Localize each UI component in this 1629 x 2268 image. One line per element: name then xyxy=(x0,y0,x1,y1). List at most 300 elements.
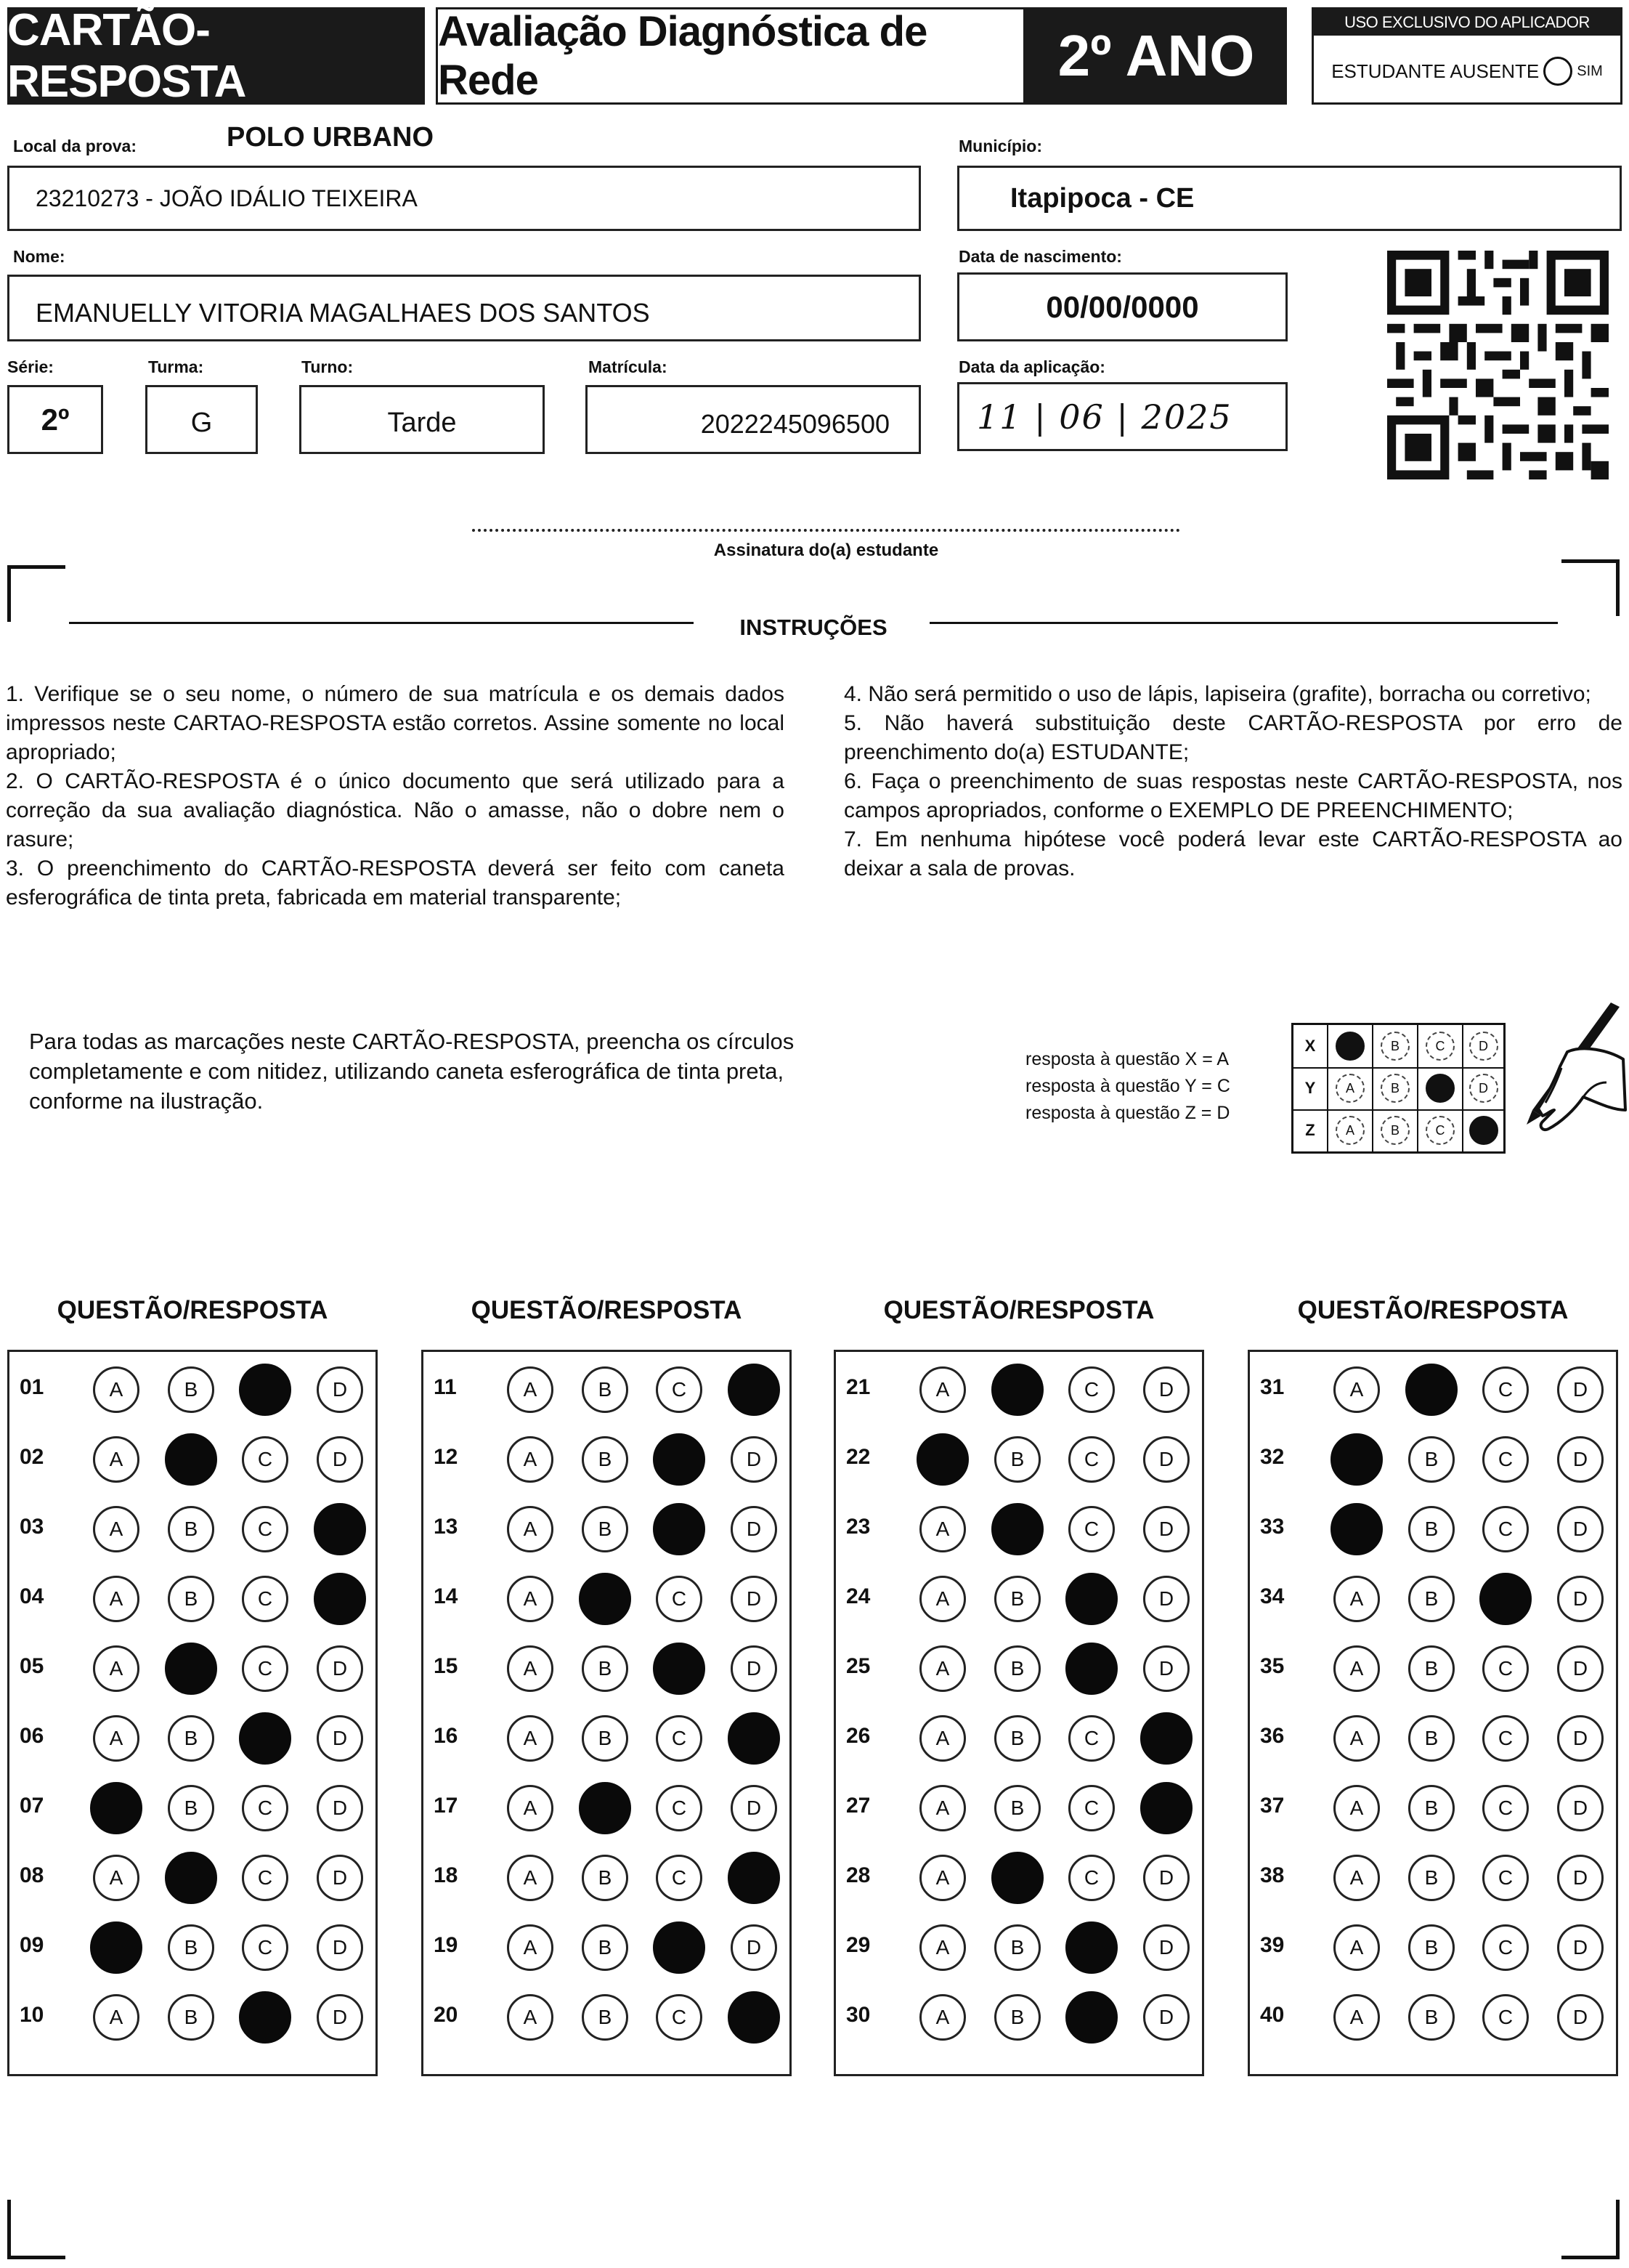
example-bubble-filled xyxy=(1426,1074,1455,1103)
answer-bubble-filled[interactable] xyxy=(165,1643,217,1695)
answer-bubble[interactable]: A xyxy=(1333,1645,1380,1692)
answer-bubble-filled[interactable] xyxy=(1065,1921,1118,1974)
answer-bubble[interactable]: C xyxy=(1482,1366,1529,1413)
answer-bubble[interactable]: B xyxy=(582,1366,628,1413)
answer-bubble[interactable]: D xyxy=(1557,1924,1604,1971)
answer-row xyxy=(836,1564,1202,1634)
answer-bubble[interactable]: D xyxy=(1557,1994,1604,2041)
answer-bubble[interactable]: C xyxy=(656,1785,702,1831)
answer-bubble[interactable]: B xyxy=(1408,1715,1455,1762)
answer-row xyxy=(9,1704,375,1773)
answer-bubble[interactable]: C xyxy=(1068,1436,1115,1483)
answer-bubble[interactable]: A xyxy=(507,1715,553,1762)
aplicacao-value: 11 | 06 | 2025 xyxy=(977,397,1232,437)
answer-row xyxy=(423,1494,789,1564)
answer-bubble[interactable]: D xyxy=(317,1645,363,1692)
applicator-box xyxy=(1312,7,1622,105)
answer-bubble[interactable]: B xyxy=(1408,1506,1455,1552)
example-row-label: Z xyxy=(1293,1109,1328,1153)
question-number: 33 xyxy=(1260,1515,1285,1539)
answer-bubble[interactable]: A xyxy=(93,1715,139,1762)
answer-bubble[interactable]: A xyxy=(919,1645,966,1692)
answer-bubble[interactable]: C xyxy=(656,1994,702,2041)
answer-bubble-filled[interactable] xyxy=(1331,1503,1383,1555)
example-bubble-filled xyxy=(1336,1032,1365,1061)
example-line: resposta à questão X = A xyxy=(1025,1049,1230,1069)
answer-bubble[interactable]: A xyxy=(919,1855,966,1901)
absent-bubble[interactable] xyxy=(1543,57,1572,86)
answer-bubble[interactable]: A xyxy=(919,1366,966,1413)
question-number: 40 xyxy=(1260,2003,1285,2027)
pen-hand-icon xyxy=(1482,1001,1627,1139)
answer-bubble-filled[interactable] xyxy=(1479,1573,1532,1625)
answer-bubble[interactable]: C xyxy=(1068,1715,1115,1762)
answer-bubble-filled[interactable] xyxy=(1065,1573,1118,1625)
answer-row xyxy=(423,1843,789,1913)
answer-column-title: QUESTÃO/RESPOSTA xyxy=(57,1296,328,1324)
answer-bubble[interactable]: C xyxy=(1068,1855,1115,1901)
exam-title: Avaliação Diagnóstica de Rede xyxy=(436,7,1025,105)
answer-bubble[interactable]: A xyxy=(919,1785,966,1831)
matricula-value: 2022245096500 xyxy=(700,408,890,439)
answer-bubble-filled[interactable] xyxy=(1065,1991,1118,2044)
answer-bubble-filled[interactable] xyxy=(1331,1433,1383,1486)
example-cell xyxy=(1418,1109,1463,1153)
answer-bubble[interactable]: D xyxy=(731,1785,777,1831)
answer-bubble-filled[interactable] xyxy=(90,1782,142,1834)
answer-bubble-filled[interactable] xyxy=(1405,1364,1458,1416)
answer-row xyxy=(836,1773,1202,1843)
answer-bubble[interactable]: A xyxy=(507,1506,553,1552)
instructions-title: INSTRUÇÕES xyxy=(739,615,887,640)
answer-row xyxy=(836,1843,1202,1913)
answer-bubble-filled[interactable] xyxy=(653,1503,705,1555)
answer-row xyxy=(1250,1564,1616,1634)
answer-bubble[interactable]: A xyxy=(507,1436,553,1483)
answer-bubble[interactable]: B xyxy=(168,1576,214,1622)
answer-bubble[interactable]: D xyxy=(1557,1366,1604,1413)
answer-bubble[interactable]: B xyxy=(168,1924,214,1971)
question-number: 10 xyxy=(20,2003,44,2027)
question-number: 01 xyxy=(20,1375,44,1399)
example-bubble: A xyxy=(1336,1116,1365,1145)
nome-field xyxy=(7,275,921,341)
answer-row xyxy=(836,1913,1202,1983)
answer-bubble[interactable]: C xyxy=(1068,1785,1115,1831)
answer-column-title: QUESTÃO/RESPOSTA xyxy=(883,1296,1155,1324)
answer-row xyxy=(423,1355,789,1425)
example-cell xyxy=(1373,1109,1418,1153)
answer-bubble-filled[interactable] xyxy=(1065,1643,1118,1695)
answer-bubble[interactable]: A xyxy=(507,1576,553,1622)
municipio-field xyxy=(957,166,1622,231)
answer-bubble-filled[interactable] xyxy=(165,1852,217,1904)
answer-bubble[interactable]: A xyxy=(93,1855,139,1901)
answer-bubble[interactable]: A xyxy=(1333,1855,1380,1901)
answer-bubble[interactable]: C xyxy=(1068,1366,1115,1413)
example-bubble: B xyxy=(1381,1074,1410,1103)
fill-note: Para todas as marcações neste CARTÃO-RESPOSTA, preencha os círculos completamente e com nitidez, utilizando caneta esferográfica de tinta preta, conforme na ilustração. xyxy=(29,1029,795,1114)
example-grid xyxy=(1291,1023,1506,1154)
answer-bubble[interactable]: A xyxy=(507,1785,553,1831)
answer-bubble-filled[interactable] xyxy=(991,1364,1044,1416)
serie-value: 2º xyxy=(41,402,70,437)
answer-bubble[interactable]: A xyxy=(93,1436,139,1483)
answer-bubble[interactable]: D xyxy=(731,1436,777,1483)
example-row xyxy=(1293,1067,1503,1111)
question-number: 13 xyxy=(434,1515,458,1539)
corner-top-left xyxy=(7,565,65,622)
answer-bubble[interactable]: B xyxy=(582,1994,628,2041)
answer-bubble[interactable]: D xyxy=(731,1924,777,1971)
example-legend xyxy=(1025,1046,1265,1127)
nascimento-field xyxy=(957,272,1288,341)
local-value: POLO URBANO xyxy=(227,122,434,153)
answer-bubble[interactable]: B xyxy=(168,1994,214,2041)
answer-bubble-filled[interactable] xyxy=(653,1433,705,1486)
answer-bubble-filled[interactable] xyxy=(728,1991,780,2044)
school-field xyxy=(7,166,921,231)
answer-bubble[interactable]: A xyxy=(919,1576,966,1622)
question-number: 34 xyxy=(1260,1584,1285,1608)
question-number: 25 xyxy=(846,1654,871,1678)
answer-bubble[interactable]: A xyxy=(919,1506,966,1552)
answer-bubble-filled[interactable] xyxy=(165,1433,217,1486)
answer-bubble-filled[interactable] xyxy=(1140,1712,1193,1765)
nascimento-label: Data de nascimento: xyxy=(959,247,1122,266)
turno-label: Turno: xyxy=(301,357,354,376)
answer-bubble[interactable]: D xyxy=(731,1645,777,1692)
answer-row xyxy=(423,1773,789,1843)
answer-bubble[interactable]: D xyxy=(1557,1576,1604,1622)
example-row-label: X xyxy=(1293,1025,1328,1069)
example-row-label: Y xyxy=(1293,1067,1328,1111)
answer-bubble[interactable]: C xyxy=(242,1785,288,1831)
qr-code xyxy=(1387,251,1609,479)
answer-row xyxy=(9,1843,375,1913)
answer-bubble[interactable]: D xyxy=(731,1576,777,1622)
answer-row xyxy=(836,1634,1202,1704)
answer-row xyxy=(836,1494,1202,1564)
answer-bubble[interactable]: A xyxy=(93,1576,139,1622)
answer-bubble[interactable]: C xyxy=(1482,1924,1529,1971)
answer-bubble[interactable]: C xyxy=(1482,1855,1529,1901)
question-number: 14 xyxy=(434,1584,458,1608)
answer-bubble[interactable]: D xyxy=(1557,1785,1604,1831)
absent-row xyxy=(1314,46,1620,97)
instruction-item: 6. Faça o preenchimento de suas respostas neste CARTÃO-RESPOSTA, nos campos apropriados, conforme o EXEMPLO DE PREENCHIMENTO; xyxy=(844,769,1622,822)
question-number: 07 xyxy=(20,1794,44,1818)
question-number: 06 xyxy=(20,1724,44,1748)
answer-bubble[interactable]: B xyxy=(168,1785,214,1831)
question-number: 18 xyxy=(434,1863,458,1887)
example-line: resposta à questão Y = C xyxy=(1025,1076,1230,1096)
answer-bubble-filled[interactable] xyxy=(728,1712,780,1765)
answer-bubble[interactable]: D xyxy=(1143,1855,1190,1901)
answer-bubble[interactable]: D xyxy=(1143,1506,1190,1552)
answer-bubble[interactable]: B xyxy=(168,1366,214,1413)
answer-bubble[interactable]: D xyxy=(317,1924,363,1971)
answer-bubble[interactable]: D xyxy=(1143,1645,1190,1692)
answer-row xyxy=(423,1704,789,1773)
answer-bubble[interactable]: D xyxy=(1143,1436,1190,1483)
question-number: 08 xyxy=(20,1863,44,1887)
instruction-item: 3. O preenchimento do CARTÃO-RESPOSTA deverá ser feito com caneta esferográfica de tinta preta, fabricada em material transparente; xyxy=(6,856,784,910)
answer-bubble[interactable]: D xyxy=(1557,1855,1604,1901)
answer-bubble[interactable]: C xyxy=(1482,1994,1529,2041)
answer-bubble[interactable]: B xyxy=(994,1436,1041,1483)
example-row xyxy=(1293,1109,1503,1153)
question-number: 02 xyxy=(20,1445,44,1469)
answer-bubble[interactable]: B xyxy=(582,1924,628,1971)
answer-bubble[interactable]: C xyxy=(242,1506,288,1552)
answer-bubble[interactable]: D xyxy=(1143,1576,1190,1622)
answer-bubble[interactable]: C xyxy=(242,1436,288,1483)
example-cell xyxy=(1328,1067,1373,1111)
answer-bubble[interactable]: B xyxy=(582,1506,628,1552)
answer-bubble[interactable]: B xyxy=(1408,1436,1455,1483)
question-number: 26 xyxy=(846,1724,871,1748)
absent-label: ESTUDANTE AUSENTE xyxy=(1331,60,1540,82)
answer-bubble[interactable]: A xyxy=(507,1645,553,1692)
answer-bubble[interactable]: D xyxy=(1557,1506,1604,1552)
answer-bubble[interactable]: C xyxy=(1482,1645,1529,1692)
answer-bubble[interactable]: A xyxy=(1333,1994,1380,2041)
corner-bottom-right xyxy=(1561,2200,1620,2259)
answer-row xyxy=(423,1425,789,1494)
answer-bubble[interactable]: B xyxy=(1408,1785,1455,1831)
answer-bubble[interactable]: B xyxy=(994,1994,1041,2041)
answer-bubble-filled[interactable] xyxy=(653,1921,705,1974)
example-cell xyxy=(1328,1025,1373,1069)
turma-label: Turma: xyxy=(148,357,204,376)
answer-row xyxy=(9,1913,375,1983)
question-number: 37 xyxy=(1260,1794,1285,1818)
example-line: resposta à questão Z = D xyxy=(1025,1103,1230,1123)
answer-bubble[interactable]: A xyxy=(1333,1366,1380,1413)
answer-bubble[interactable]: A xyxy=(93,1366,139,1413)
absent-yes-label: SIM xyxy=(1577,62,1603,79)
answer-bubble[interactable]: D xyxy=(317,1855,363,1901)
answer-bubble[interactable]: B xyxy=(1408,1645,1455,1692)
answer-bubble[interactable]: D xyxy=(1557,1436,1604,1483)
answer-bubble[interactable]: B xyxy=(1408,1576,1455,1622)
answer-bubble[interactable]: D xyxy=(1143,1924,1190,1971)
nome-label: Nome: xyxy=(13,247,65,266)
answer-bubble[interactable]: B xyxy=(1408,1994,1455,2041)
answer-bubble[interactable]: B xyxy=(994,1715,1041,1762)
answer-bubble[interactable]: D xyxy=(317,1994,363,2041)
instruction-item: 4. Não será permitido o uso de lápis, lapiseira (grafite), borracha ou corretivo; xyxy=(844,682,1591,706)
answer-row xyxy=(1250,1913,1616,1983)
instructions-right xyxy=(844,680,1622,883)
answer-bubble-filled[interactable] xyxy=(728,1852,780,1904)
turma-field xyxy=(145,385,258,454)
answer-row xyxy=(9,1983,375,2052)
answer-bubble[interactable]: B xyxy=(994,1645,1041,1692)
answer-bubble[interactable]: B xyxy=(1408,1855,1455,1901)
answer-bubble[interactable]: B xyxy=(994,1576,1041,1622)
answer-bubble[interactable]: B xyxy=(582,1436,628,1483)
answer-bubble[interactable]: A xyxy=(1333,1785,1380,1831)
answer-bubble[interactable]: B xyxy=(1408,1924,1455,1971)
question-number: 05 xyxy=(20,1654,44,1678)
answer-bubble[interactable]: A xyxy=(507,1855,553,1901)
answer-bubble[interactable]: C xyxy=(242,1645,288,1692)
answer-bubble-filled[interactable] xyxy=(728,1364,780,1416)
answer-bubble-filled[interactable] xyxy=(1140,1782,1193,1834)
answer-bubble[interactable]: C xyxy=(656,1855,702,1901)
nome-value: EMANUELLY VITORIA MAGALHAES DOS SANTOS xyxy=(36,298,650,328)
answer-bubble[interactable]: A xyxy=(919,1715,966,1762)
answer-bubble[interactable]: C xyxy=(1068,1506,1115,1552)
answer-bubble[interactable]: D xyxy=(1143,1994,1190,2041)
example-bubble: D xyxy=(1469,1074,1498,1103)
answer-bubble[interactable]: D xyxy=(317,1785,363,1831)
answer-bubble[interactable]: C xyxy=(242,1924,288,1971)
answer-bubble[interactable]: C xyxy=(656,1576,702,1622)
answer-column xyxy=(7,1350,378,2076)
answer-row xyxy=(1250,1425,1616,1494)
answer-bubble-filled[interactable] xyxy=(579,1573,631,1625)
answer-bubble[interactable]: C xyxy=(1482,1506,1529,1552)
instructions-rule-right xyxy=(930,622,1558,624)
answer-bubble-filled[interactable] xyxy=(917,1433,969,1486)
question-number: 12 xyxy=(434,1445,458,1469)
corner-bottom-left xyxy=(7,2200,65,2259)
answer-bubble-filled[interactable] xyxy=(314,1503,366,1555)
answer-bubble[interactable]: A xyxy=(507,1994,553,2041)
answer-row xyxy=(1250,1983,1616,2052)
local-label: Local da prova: xyxy=(13,137,137,155)
answer-bubble[interactable]: D xyxy=(1557,1715,1604,1762)
answer-column-title: QUESTÃO/RESPOSTA xyxy=(1297,1296,1569,1324)
answer-bubble[interactable]: B xyxy=(582,1855,628,1901)
answer-bubble-filled[interactable] xyxy=(991,1852,1044,1904)
answer-bubble[interactable]: B xyxy=(582,1715,628,1762)
answer-bubble[interactable]: D xyxy=(1557,1645,1604,1692)
answer-bubble[interactable]: B xyxy=(168,1715,214,1762)
question-number: 30 xyxy=(846,2003,871,2027)
answer-bubble-filled[interactable] xyxy=(314,1573,366,1625)
answer-bubble[interactable]: C xyxy=(242,1855,288,1901)
answer-row xyxy=(836,1425,1202,1494)
answer-bubble[interactable]: C xyxy=(1482,1715,1529,1762)
answer-row xyxy=(423,1913,789,1983)
question-number: 17 xyxy=(434,1794,458,1818)
answer-bubble[interactable]: A xyxy=(507,1924,553,1971)
answer-bubble[interactable]: A xyxy=(1333,1924,1380,1971)
municipio-label: Município: xyxy=(959,137,1042,155)
answer-bubble-filled[interactable] xyxy=(653,1643,705,1695)
answer-bubble-filled[interactable] xyxy=(579,1782,631,1834)
answer-bubble[interactable]: A xyxy=(93,1645,139,1692)
instruction-item: 5. Não haverá substituição deste CARTÃO-RESPOSTA por erro de preenchimento do(a) ESTUDANTE; xyxy=(844,711,1622,764)
question-number: 24 xyxy=(846,1584,871,1608)
answer-bubble[interactable]: C xyxy=(656,1366,702,1413)
answer-bubble-filled[interactable] xyxy=(239,1991,291,2044)
answer-bubble[interactable]: C xyxy=(242,1576,288,1622)
answer-bubble[interactable]: D xyxy=(317,1715,363,1762)
answer-bubble[interactable]: A xyxy=(919,1994,966,2041)
answer-bubble[interactable]: A xyxy=(507,1366,553,1413)
answer-row xyxy=(836,1983,1202,2052)
answer-bubble-filled[interactable] xyxy=(239,1364,291,1416)
example-bubble: B xyxy=(1381,1116,1410,1145)
answer-row xyxy=(1250,1494,1616,1564)
answer-bubble[interactable]: D xyxy=(1143,1366,1190,1413)
question-number: 16 xyxy=(434,1724,458,1748)
serie-field xyxy=(7,385,103,454)
answer-bubble[interactable]: D xyxy=(731,1506,777,1552)
answer-bubble-filled[interactable] xyxy=(239,1712,291,1765)
answer-row xyxy=(9,1634,375,1704)
question-number: 32 xyxy=(1260,1445,1285,1469)
answer-bubble[interactable]: A xyxy=(93,1994,139,2041)
signature-line[interactable] xyxy=(472,529,1180,532)
school-value: 23210273 - JOÃO IDÁLIO TEIXEIRA xyxy=(36,185,418,211)
turno-field xyxy=(299,385,545,454)
aplicacao-label: Data da aplicação: xyxy=(959,357,1105,376)
answer-row xyxy=(423,1564,789,1634)
answer-bubble[interactable]: A xyxy=(93,1506,139,1552)
answer-bubble[interactable]: B xyxy=(994,1924,1041,1971)
answer-bubble[interactable]: B xyxy=(994,1785,1041,1831)
answer-column xyxy=(421,1350,792,2076)
example-cell xyxy=(1373,1025,1418,1069)
answer-bubble[interactable]: B xyxy=(582,1645,628,1692)
corner-top-right xyxy=(1561,559,1620,616)
nascimento-value: 00/00/0000 xyxy=(1046,289,1199,324)
answer-column-title: QUESTÃO/RESPOSTA xyxy=(471,1296,742,1324)
answer-bubble[interactable]: D xyxy=(317,1366,363,1413)
question-number: 31 xyxy=(1260,1375,1285,1399)
question-number: 38 xyxy=(1260,1863,1285,1887)
answer-row xyxy=(9,1564,375,1634)
answer-bubble[interactable]: A xyxy=(919,1924,966,1971)
example-cell xyxy=(1373,1067,1418,1111)
answer-bubble-filled[interactable] xyxy=(90,1921,142,1974)
question-number: 04 xyxy=(20,1584,44,1608)
question-number: 11 xyxy=(434,1375,457,1399)
answer-row xyxy=(1250,1773,1616,1843)
answer-column xyxy=(1248,1350,1618,2076)
answer-bubble[interactable]: C xyxy=(656,1715,702,1762)
question-number: 15 xyxy=(434,1654,458,1678)
answer-bubble[interactable]: A xyxy=(1333,1715,1380,1762)
answer-bubble-filled[interactable] xyxy=(991,1503,1044,1555)
answer-bubble[interactable]: D xyxy=(317,1436,363,1483)
answer-row xyxy=(423,1983,789,2052)
card-title: CARTÃO-RESPOSTA xyxy=(7,7,425,105)
aplicacao-field xyxy=(957,382,1288,451)
question-number: 09 xyxy=(20,1933,44,1957)
example-cell xyxy=(1328,1109,1373,1153)
answer-bubble[interactable]: C xyxy=(1482,1785,1529,1831)
answer-bubble[interactable]: B xyxy=(168,1506,214,1552)
question-number: 19 xyxy=(434,1933,458,1957)
question-number: 28 xyxy=(846,1863,871,1887)
question-number: 03 xyxy=(20,1515,44,1539)
question-number: 23 xyxy=(846,1515,871,1539)
answer-bubble[interactable]: A xyxy=(1333,1576,1380,1622)
answer-row xyxy=(9,1425,375,1494)
answer-bubble[interactable]: C xyxy=(1482,1436,1529,1483)
answer-row xyxy=(1250,1634,1616,1704)
example-row xyxy=(1293,1025,1503,1069)
question-number: 36 xyxy=(1260,1724,1285,1748)
municipio-value: Itapipoca - CE xyxy=(1010,182,1195,214)
